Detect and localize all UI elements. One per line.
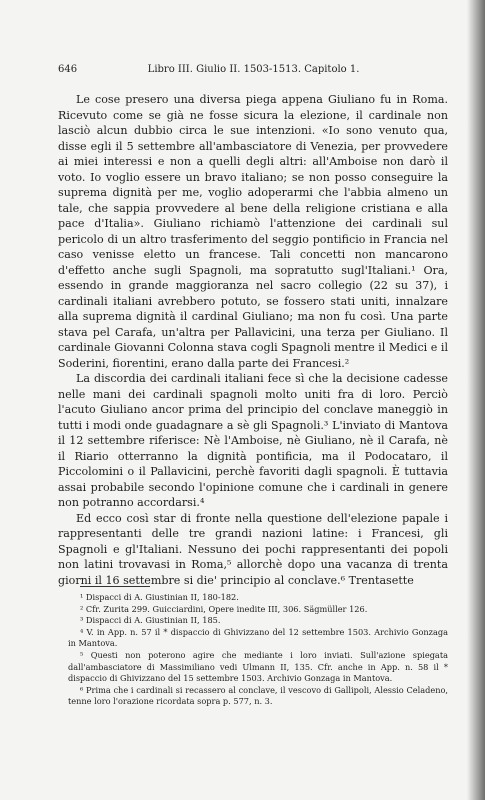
footnote: ⁴ V. in App. n. 57 il * dispaccio di Ghivizzano del 12 settembre 1503. Archivio Gonzaga in Mantova. [68,626,448,649]
footnote-divider [80,586,150,587]
footnote: ² Cfr. Zurita 299. Guicciardini, Opere inedite III, 306. Sägmüller 126. [80,603,368,614]
footnote: ¹ Dispacci di A. Giustinian II, 180-182. [80,592,239,602]
running-title: Libro III. Giulio II. 1503-1513. Capitolo 1. [147,64,360,75]
paragraph: Ed ecco così star di fronte nella questione dell'elezione papale i rappresentanti delle tre grandi nazioni latine: i Francesi, gli Spagnoli e gl'Italiani. Nessuno dei pochi rappresentanti dei popoli non latini trovavasi in Roma,⁵ allorchè dopo una vacanza di trenta giorni il 16 settembre si die' principio al conclave.⁶ Trentasette [58,511,448,587]
footnote: ⁵ Questi non poterono agire che mediante i loro inviati. Sull'azione spiegata dall'ambasciatore di Massimiliano vedi Ulmann II, 135. Cfr. anche in App. n. 58 il * dispaccio di Ghivizzano del 15 settembre 1503. Archivio Gonzaga in Mantova. [68,649,448,684]
footnote: ⁶ Prima che i cardinali si recassero al conclave, il vescovo di Gallipoli, Alessio Celadeno, tenne loro l'orazione ricordata sopra p. 577, n. 3. [68,684,448,707]
page-number: 646 [58,64,78,75]
footnotes [68,592,448,708]
footnote: ³ Dispacci di A. Giustinian II, 185. [80,615,221,626]
main-text [58,92,448,588]
page-header [58,64,448,75]
paragraph: Le cose presero una diversa piega appena Giuliano fu in Roma. Ricevuto come se già ne fosse sicura la elezione, il cardinale non lasciò alcun dubbio circa le sue intenzioni. «Io sono venuto qua, disse egli il 5 settembre all'ambasciatore di Venezia, per provvedere ai miei interessi e non a quelli degli altri: all'Amboise non darò il voto. Io voglio essere un bravo italiano; se non posso conseguire la suprema dignità per me, voglio adoperarmi che l'abbia almeno un tale, che sappia provvedere al bene della religione cristiana e alla pace d'Italia». Giuliano richiamò l'attenzione dei cardinali sul pericolo di un altro trasferimento del seggio pontificio in Francia nel caso venisse eletto un francese. Tali concetti non mancarono d'effetto anche sugli Spagnoli, ma sopratutto sugl'Italiani.¹ Ora, essendo in grande maggioranza nel sacro collegio (22 su 37), i cardinali italiani avrebbero potuto, se fossero stati uniti, innalzare alla suprema dignità il cardinal Giuliano; ma non fu così. Una parte stava pel Carafa, un'altra per Pallavicini, una terza per Giuliano. Il cardinale Giovanni Colonna stava cogli Spagnoli mentre il Medici e il Soderini, fiorentini, erano dalla parte dei Francesi.² [58,93,448,370]
paragraph: La discordia dei cardinali italiani fece sì che la decisione cadesse nelle mani dei cardinali spagnoli molto uniti fra di loro. Perciò l'acuto Giuliano ancor prima del principio del conclave maneggiò in tutti i modi onde guadagnare a sè gli Spagnoli.³ L'inviato di Mantova il 12 settembre riferisce: Nè l'Amboise, nè Giuliano, nè il Carafa, nè il Riario otterranno la dignità pontificia, ma il Podocataro, il Piccolomini o il Pallavicini, perchè favoriti dagli spagnoli. È tuttavia assai probabile secondo l'opinione comune che i cardinali in genere non potranno accordarsi.⁴ [58,372,448,509]
